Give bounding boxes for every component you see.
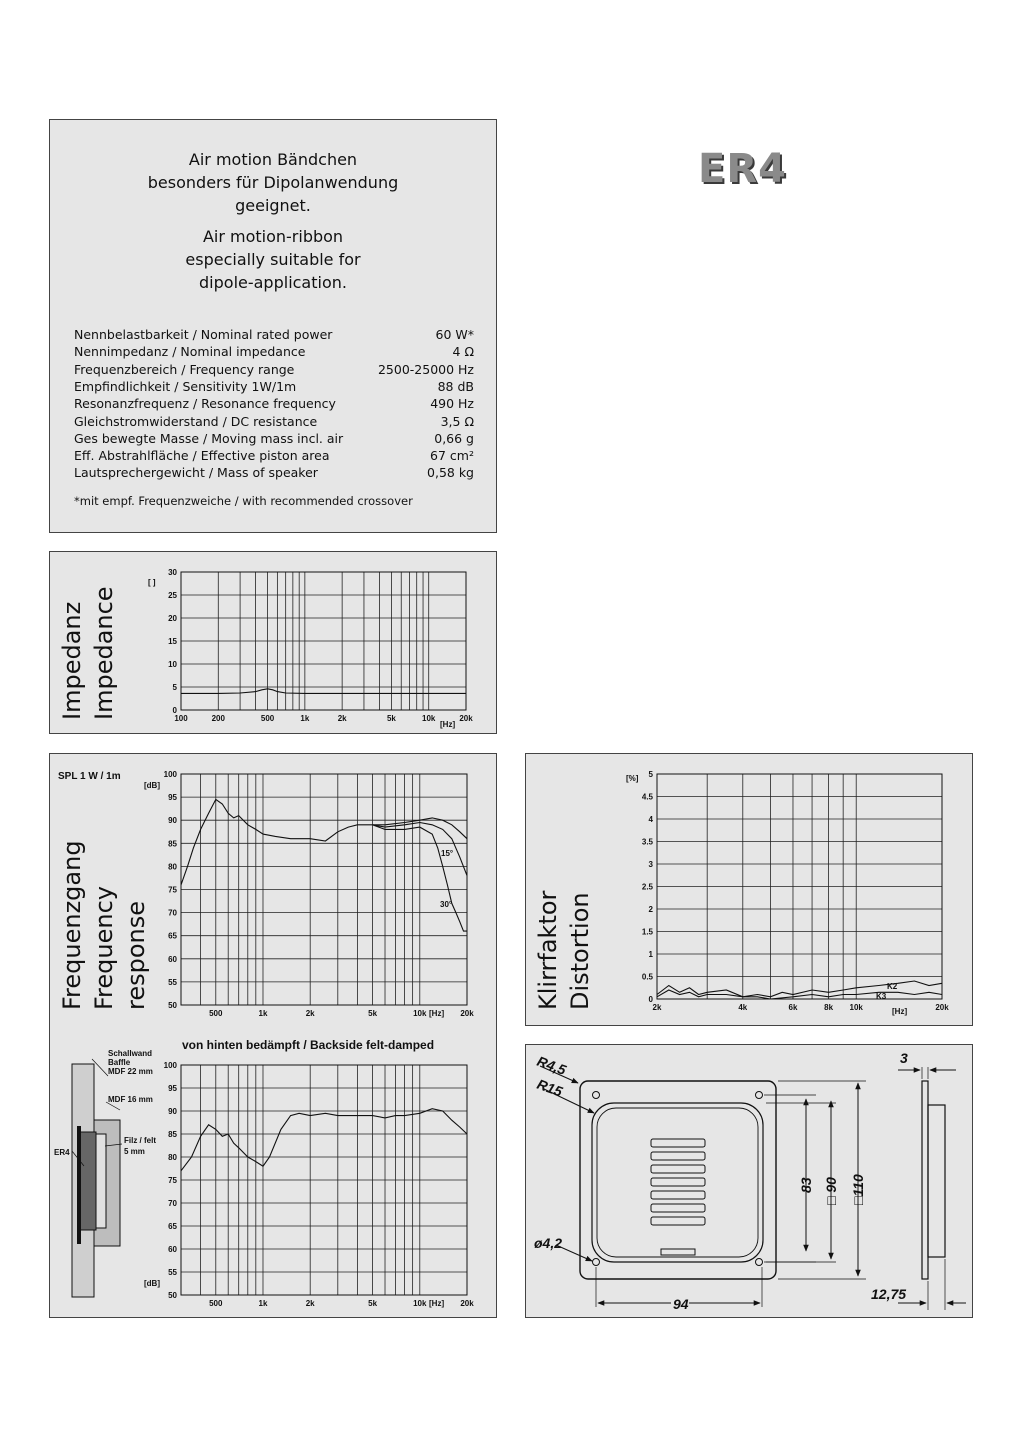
y-tick-label: 50 [168, 1291, 177, 1300]
y-tick-label: 75 [168, 885, 177, 895]
y-tick-label: 70 [168, 908, 177, 918]
x-tick-label: 2k [305, 1299, 315, 1308]
y-tick-label: 75 [168, 1176, 177, 1185]
y-tick-label: 2 [648, 905, 653, 914]
x-tick-label: 1k [258, 1299, 268, 1308]
x-tick-label: 4k [738, 1003, 748, 1012]
spec-panel [49, 119, 497, 533]
ribbon-frame-inner [597, 1108, 758, 1257]
y-tick-label: 85 [168, 1130, 177, 1139]
spec-label: Nennimpedanz / Nominal impedance [74, 344, 306, 360]
x-tick-label: 1k [300, 714, 310, 723]
y-tick-label: 3.5 [641, 837, 653, 847]
spec-row [74, 361, 474, 378]
mount-hole [756, 1259, 763, 1266]
mount-hole [756, 1092, 763, 1099]
distortion-chart [526, 754, 972, 1025]
dim-110: □110 [850, 1174, 866, 1205]
dim-hole: ø4,2 [534, 1235, 563, 1251]
y-tick-label: 3 [648, 860, 653, 869]
chart-grid [181, 572, 466, 710]
distortion-label-en: Distortion [566, 892, 594, 1010]
spec-row [74, 430, 474, 447]
x-tick-label: 10k [413, 1009, 427, 1018]
y-tick-label: 50 [168, 1001, 177, 1010]
felt-label: 5 mm [124, 1147, 145, 1156]
spec-row [74, 464, 474, 481]
y-tick-label: 65 [168, 1222, 177, 1231]
y-tick-label: 0 [648, 995, 653, 1004]
spec-value: 0,58 kg [427, 465, 474, 481]
spec-row [74, 447, 474, 464]
mount-hole [593, 1259, 600, 1266]
frequency-label-en2: response [122, 900, 150, 1010]
intro-german [50, 148, 496, 217]
y-tick-label: 80 [168, 862, 177, 872]
legend-k3: K3 [876, 992, 887, 1001]
x-tick-label: 2k [305, 1009, 315, 1018]
y-tick-label: 4.5 [641, 792, 653, 802]
y-axis-unit: [%] [626, 774, 639, 783]
legend-k2: K2 [887, 982, 898, 991]
side-plate [922, 1081, 928, 1279]
spec-value: 490 Hz [430, 396, 474, 412]
spec-value: 60 W* [435, 327, 474, 342]
y-tick-label: 4 [648, 815, 653, 824]
product-title: ER4 [698, 146, 787, 192]
impedance-label-en: Impedance [90, 586, 118, 720]
impedance-label-de: Impedanz [58, 601, 86, 720]
y-tick-label: 2.5 [641, 882, 653, 892]
y-tick-label: 0.5 [641, 972, 653, 982]
y-tick-label: 5 [172, 683, 177, 692]
x-tick-label: 10k [413, 1299, 427, 1308]
impedance-chart [50, 552, 496, 733]
spec-value: 3,5 Ω [440, 413, 474, 429]
y-tick-label: 0 [172, 706, 177, 715]
x-tick-label: 5k [368, 1299, 378, 1308]
spec-label: Ges bewegte Masse / Moving mass incl. air [74, 430, 344, 446]
x-tick-label: 500 [209, 1009, 223, 1018]
spec-value: 0,66 g [434, 430, 474, 446]
intro-de-line: besonders für Dipolanwendung [147, 173, 399, 192]
frequency-charts [50, 754, 496, 1317]
dim-r45: R4,5 [534, 1052, 569, 1078]
x-tick-label: 2k [652, 1003, 662, 1012]
chart-grid [657, 774, 942, 999]
dim-1275: 12,75 [871, 1286, 907, 1302]
y-tick-label: 1.5 [641, 927, 653, 937]
y-tick-label: 55 [168, 977, 177, 987]
y-axis-unit: [dB] [144, 781, 160, 790]
er4-label: ER4 [54, 1148, 70, 1157]
x-axis-unit: [Hz] [892, 1007, 908, 1016]
x-tick-label: 500 [260, 714, 275, 723]
dimension-panel [525, 1044, 973, 1318]
spec-label: Nennbelastbarkeit / Nominal rated power [74, 327, 333, 342]
chart-grid [181, 1065, 467, 1295]
chart-grid [181, 774, 467, 1005]
y-tick-label: 1 [648, 950, 653, 959]
series-line [657, 981, 942, 997]
spec-row [74, 326, 474, 343]
spec-label: Gleichstromwiderstand / DC resistance [74, 413, 318, 429]
frequency-panel [49, 753, 497, 1318]
y-tick-label: 100 [163, 770, 177, 779]
y-tick-label: 90 [168, 1107, 177, 1116]
intro-english [50, 225, 496, 294]
spec-row [74, 395, 474, 412]
intro-en-line: Air motion-ribbon [202, 227, 344, 246]
felt-label: Filz / felt [124, 1136, 156, 1145]
footnote: *mit empf. Frequenzweiche / with recommended crossover [74, 494, 413, 508]
dim-3: 3 [900, 1050, 908, 1066]
baffle-label: Baffle [108, 1058, 131, 1067]
y-tick-label: 60 [168, 1245, 177, 1254]
spec-label: Frequenzbereich / Frequency range [74, 361, 295, 377]
spec-value: 67 cm² [430, 448, 474, 464]
x-tick-label: 8k [824, 1003, 834, 1012]
x-tick-label: 5k [368, 1009, 378, 1018]
x-tick-label: 20k [935, 1003, 949, 1012]
chart-title: SPL 1 W / 1m [58, 771, 121, 782]
slot-grille [651, 1139, 705, 1225]
series-line [181, 799, 467, 885]
spec-row [74, 413, 474, 430]
y-tick-label: 5 [648, 770, 653, 779]
x-tick-label: 20k [460, 1009, 474, 1018]
terminal [661, 1249, 695, 1255]
intro-de-line: Air motion Bändchen [188, 150, 358, 169]
curve-annotation: 30° [440, 900, 453, 909]
dimension-drawing [526, 1045, 972, 1317]
baffle-label: MDF 22 mm [108, 1067, 153, 1076]
curve-annotation: 15° [441, 849, 454, 858]
y-tick-label: 25 [168, 591, 177, 600]
x-tick-label: 6k [788, 1003, 798, 1012]
spec-label: Resonanzfrequenz / Resonance frequency [74, 396, 336, 412]
x-tick-label: 10k [849, 1003, 863, 1012]
series-line [181, 1109, 467, 1171]
y-tick-label: 80 [168, 1153, 177, 1162]
spec-label: Lautsprechergewicht / Mass of speaker [74, 465, 318, 481]
intro-de-line: geeignet. [235, 196, 311, 215]
y-tick-label: 90 [168, 816, 177, 826]
x-tick-label: 2k [337, 714, 347, 723]
x-axis-unit: [Hz] [440, 720, 456, 729]
x-tick-label: 1k [258, 1009, 268, 1018]
distortion-panel [525, 753, 973, 1026]
driver-flange [77, 1126, 81, 1244]
dim-r15: R15 [534, 1075, 565, 1100]
y-tick-label: 55 [168, 1268, 177, 1277]
spec-label: Eff. Abstrahlfläche / Effective piston area [74, 448, 330, 464]
x-tick-label: 20k [459, 714, 473, 723]
mdf16-label: MDF 16 mm [108, 1095, 153, 1104]
baffle-label: Schallwand [108, 1049, 153, 1058]
x-tick-label: 200 [211, 714, 225, 723]
side-body [928, 1105, 945, 1257]
felt-layer [96, 1134, 106, 1228]
x-axis-unit: [Hz] [429, 1299, 445, 1308]
y-axis-unit: [dB] [144, 1279, 160, 1288]
ribbon-frame-outer [592, 1103, 763, 1262]
y-tick-label: 95 [168, 793, 177, 803]
x-tick-label: 500 [209, 1299, 223, 1308]
y-tick-label: 15 [168, 637, 177, 646]
y-tick-label: 70 [168, 1199, 177, 1208]
y-tick-label: 85 [168, 839, 177, 849]
x-tick-label: 5k [386, 714, 396, 723]
y-tick-label: 65 [168, 931, 177, 941]
x-axis-unit: [Hz] [429, 1009, 445, 1018]
er4-driver [80, 1132, 96, 1230]
intro-en-line: especially suitable for [185, 250, 361, 269]
x-tick-label: 100 [174, 714, 188, 723]
spec-value: 4 Ω [452, 344, 474, 360]
spec-label: Empfindlichkeit / Sensitivity 1W/1m [74, 378, 297, 394]
y-tick-label: 20 [168, 614, 177, 623]
dim-94: 94 [673, 1296, 689, 1312]
chart-title: von hinten bedämpft / Backside felt-damped [182, 1038, 435, 1052]
y-axis-unit: [ ] [148, 578, 156, 587]
y-tick-label: 60 [168, 954, 177, 964]
spec-value: 88 dB [437, 378, 474, 394]
frequency-label-en: Frequency [90, 886, 118, 1010]
intro-en-line: dipole-application. [199, 273, 347, 292]
y-tick-label: 95 [168, 1084, 177, 1093]
spec-row [74, 343, 474, 360]
y-tick-label: 30 [168, 568, 177, 577]
spec-value: 2500-25000 Hz [377, 361, 474, 377]
x-tick-label: 10k [422, 714, 436, 723]
mount-hole [593, 1092, 600, 1099]
y-tick-label: 10 [168, 660, 177, 669]
dim-90: □ 90 [823, 1177, 839, 1205]
distortion-label-de: Klirrfaktor [534, 890, 562, 1010]
impedance-panel [49, 551, 497, 734]
frequency-label-de: Frequenzgang [58, 840, 86, 1010]
y-tick-label: 100 [163, 1061, 177, 1070]
spec-row [74, 378, 474, 395]
x-tick-label: 20k [460, 1299, 474, 1308]
dim-83: 83 [798, 1177, 814, 1193]
